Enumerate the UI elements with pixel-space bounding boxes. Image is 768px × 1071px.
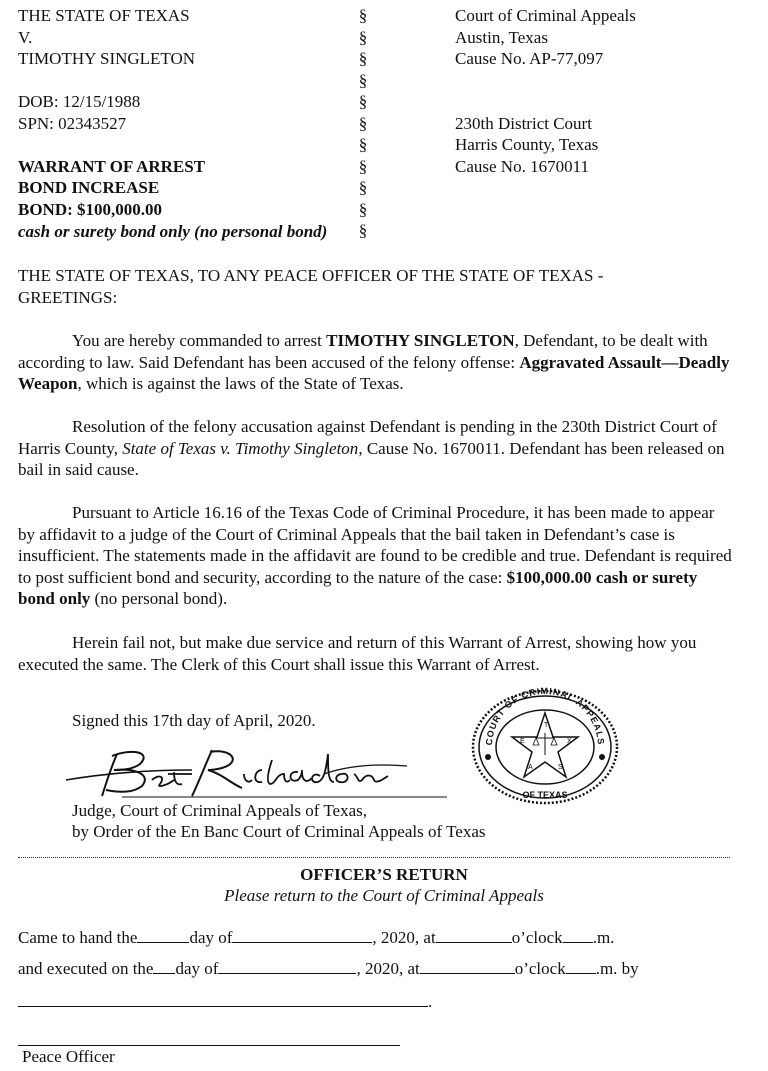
section-symbol: § bbox=[358, 199, 368, 219]
caption-spn: SPN: 02343527 bbox=[18, 114, 127, 133]
section-symbol: § bbox=[358, 92, 368, 111]
executed-day-field[interactable] bbox=[153, 959, 175, 974]
oclock-label: o’clock bbox=[514, 959, 566, 978]
section-symbol: § bbox=[358, 135, 368, 154]
oclock-label: o’clock bbox=[511, 928, 563, 947]
caption-state: THE STATE OF TEXAS bbox=[18, 6, 190, 25]
greeting: THE STATE OF TEXAS, TO ANY PEACE OFFICER OF THE STATE OF TEXAS - GREETINGS: bbox=[18, 266, 604, 307]
court-seal-graphic bbox=[470, 685, 620, 805]
executed-time-field[interactable] bbox=[420, 959, 515, 974]
paragraph-resolution bbox=[18, 416, 732, 481]
separator-dotted bbox=[18, 857, 730, 858]
defendant-name: TIMOTHY SINGLETON bbox=[326, 331, 515, 350]
seal-bottom-text: OF TEXAS bbox=[522, 790, 568, 800]
day-of-label: day of bbox=[175, 959, 219, 978]
p3-text-b: (no personal bond). bbox=[90, 589, 228, 608]
district-cause-no: Cause No. 1670011 bbox=[455, 157, 589, 176]
day-of-label: day of bbox=[189, 928, 233, 947]
p4-text: Herein fail not, but make due service and return of this Warrant of Arrest, showing how you executed the same. The Clerk of this Court shall issue this Warrant of Arrest. bbox=[18, 633, 697, 674]
caption-bond-type: cash or surety bond only (no personal bond) bbox=[18, 222, 328, 241]
return-line-executed bbox=[18, 958, 639, 980]
peace-officer-label: Peace Officer bbox=[22, 1047, 115, 1066]
court-seal bbox=[470, 685, 620, 805]
caption-v: V. bbox=[18, 28, 33, 47]
court-cause-no: Cause No. AP-77,097 bbox=[455, 49, 604, 68]
section-symbol: § bbox=[358, 221, 368, 240]
seal-letter-t: T bbox=[544, 722, 549, 729]
signature-drawing bbox=[62, 740, 452, 800]
judge-title-line2: by Order of the En Banc Court of Criminal Appeals of Texas bbox=[72, 822, 486, 841]
executed-ampm-field[interactable] bbox=[566, 959, 596, 974]
court-city: Austin, Texas bbox=[455, 28, 548, 47]
paragraph-herein-fail-not bbox=[18, 632, 732, 675]
came-to-hand-label: Came to hand the bbox=[18, 928, 138, 947]
year-at-label: , 2020, at bbox=[372, 928, 436, 947]
offense: Aggravated Assault—Deadly Weapon bbox=[18, 352, 730, 393]
seal-top-text: COURT OF CRIMINAL APPEALS bbox=[483, 685, 607, 746]
return-subtitle: Please return to the Court of Criminal Appeals bbox=[224, 886, 544, 905]
caption-bond-amount: BOND: $100,000.00 bbox=[18, 200, 163, 219]
came-to-hand-ampm-field[interactable] bbox=[563, 928, 593, 943]
m-by-label: .m. by bbox=[595, 959, 639, 978]
section-symbol: § bbox=[358, 49, 368, 68]
seal-letter-s: S bbox=[558, 764, 563, 771]
judge-title-line1: Judge, Court of Criminal Appeals of Texas, bbox=[72, 801, 368, 820]
court-name: Court of Criminal Appeals bbox=[455, 6, 636, 25]
m-label: .m. bbox=[592, 928, 615, 947]
seal-letter-x: X bbox=[567, 738, 572, 745]
section-symbol: § bbox=[358, 113, 368, 133]
section-symbol: § bbox=[358, 6, 368, 25]
p3-text-a: Pursuant to Article 16.16 of the Texas Code of Criminal Procedure, it has been made to appear by affidavit to a judge of the Court of Criminal Appeals that the bail taken in Defendant’s case is insufficient. The statements made in the affidavit are found to be credible and true. Defendant is required to post sufficient bond and security, according to the nature of the case: bbox=[18, 503, 732, 587]
p2-text-a: Resolution of the felony accusation against Defendant is pending in the 230th District Court of Harris County, bbox=[18, 417, 717, 458]
signed-date: Signed this 17th day of April, 2020. bbox=[72, 711, 316, 730]
judge-signature bbox=[62, 740, 452, 800]
p2-text-b: , Cause No. 1670011. Defendant has been released on bail in said cause. bbox=[18, 438, 725, 479]
section-symbol: § bbox=[358, 178, 368, 197]
bond-requirement: $100,000.00 cash or surety bond only bbox=[18, 567, 698, 608]
district-court-county: Harris County, Texas bbox=[455, 135, 599, 154]
executed-month-field[interactable] bbox=[218, 959, 356, 974]
section-symbol: § bbox=[358, 156, 368, 176]
district-court-name: 230th District Court bbox=[455, 114, 592, 133]
section-symbol: § bbox=[358, 27, 368, 47]
return-title: OFFICER’S RETURN bbox=[300, 865, 468, 884]
caption-defendant: TIMOTHY SINGLETON bbox=[18, 49, 196, 68]
came-to-hand-day-field[interactable] bbox=[137, 928, 189, 943]
paragraph-article-16-16 bbox=[18, 502, 732, 610]
seal-letter-a: A bbox=[528, 764, 533, 771]
section-symbol-column bbox=[356, 5, 370, 242]
seal-letter-e: E bbox=[520, 738, 525, 745]
section-symbol: § bbox=[358, 70, 368, 90]
return-line-came-to-hand bbox=[18, 927, 614, 949]
caption-bond-increase: BOND INCREASE bbox=[18, 178, 160, 197]
paragraph-arrest-command bbox=[18, 330, 732, 395]
p1-text-c: , which is against the laws of the State of Texas. bbox=[77, 374, 404, 393]
executed-on-label: and executed on the bbox=[18, 959, 154, 978]
came-to-hand-time-field[interactable] bbox=[436, 928, 512, 943]
came-to-hand-month-field[interactable] bbox=[232, 928, 372, 943]
officer-name-field[interactable] bbox=[18, 992, 428, 1007]
year-at-label: , 2020, at bbox=[356, 959, 420, 978]
return-line-officer-name bbox=[18, 991, 432, 1013]
period: . bbox=[428, 992, 433, 1011]
case-style: State of Texas v. Timothy Singleton bbox=[122, 438, 359, 458]
caption-dob: DOB: 12/15/1988 bbox=[18, 92, 141, 111]
p1-text-b: , Defendant, to be dealt with according to law. Said Defendant has been accused of the felony offense: bbox=[18, 331, 708, 372]
caption-warrant-title: WARRANT OF ARREST bbox=[18, 157, 206, 176]
p1-text-a: You are hereby commanded to arrest bbox=[72, 331, 327, 350]
